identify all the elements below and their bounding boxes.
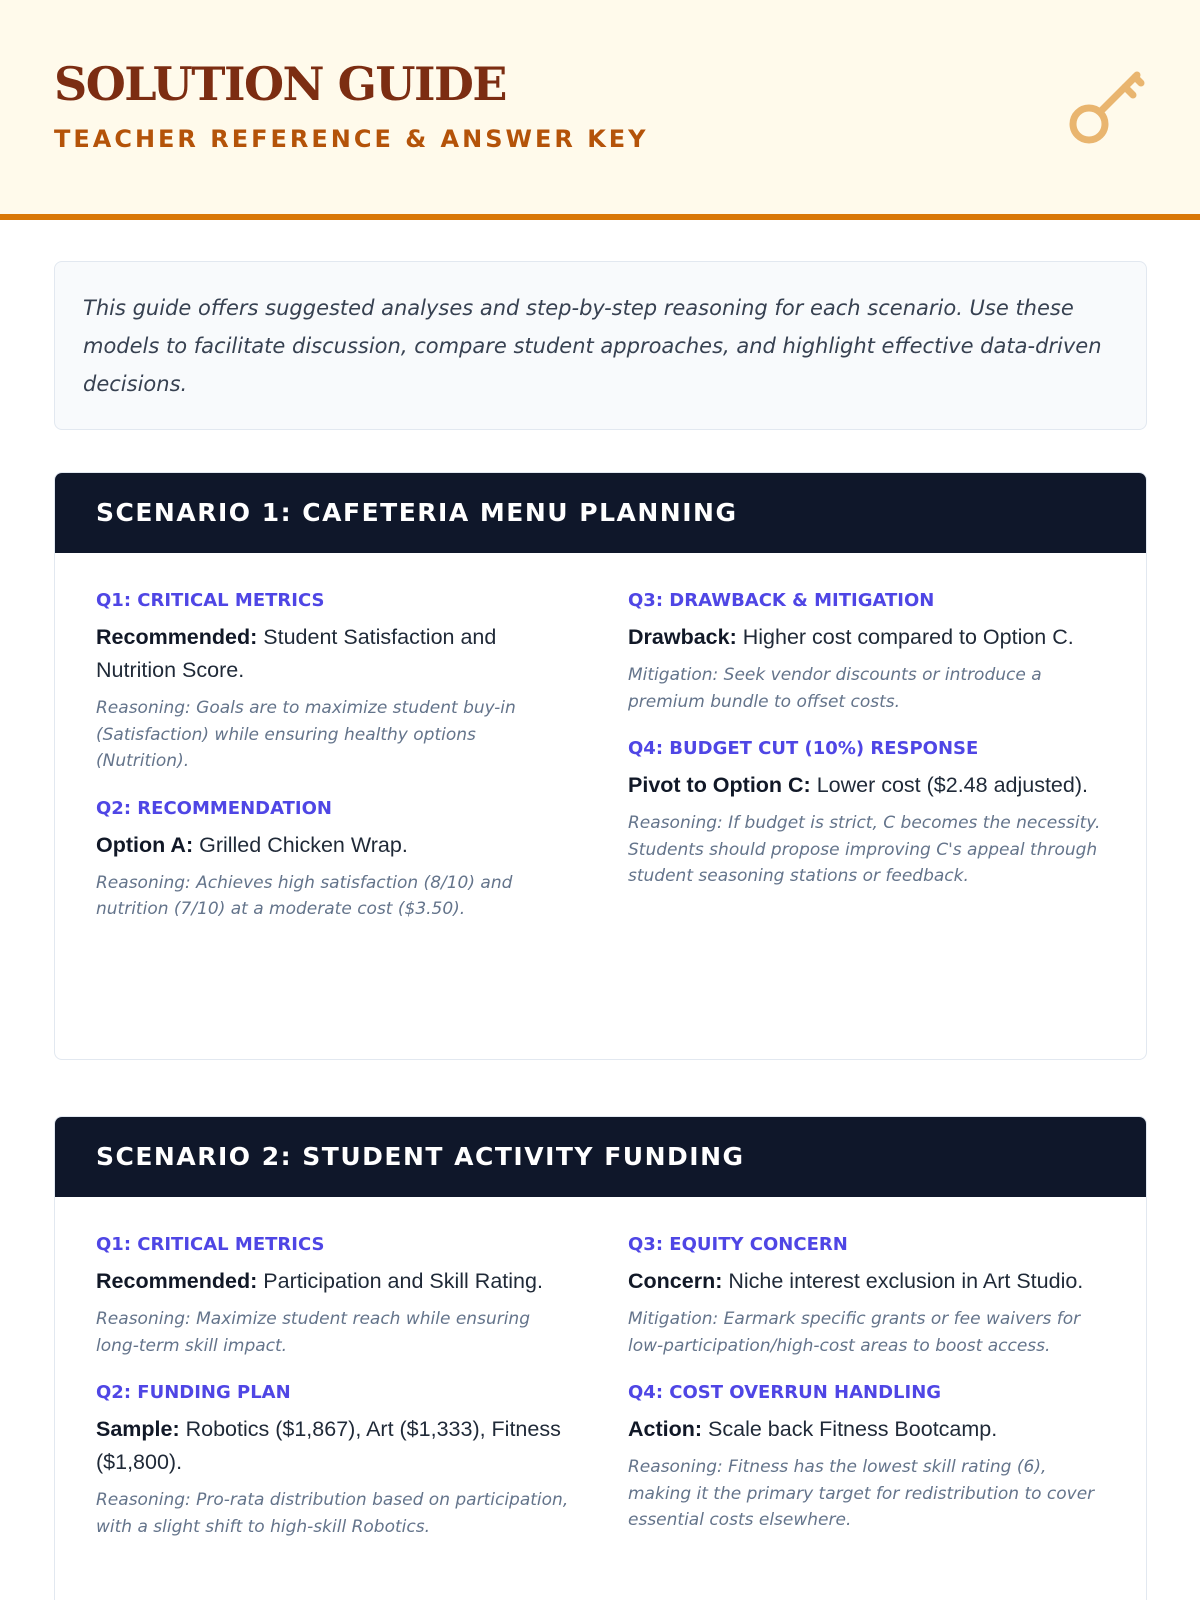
question-block: [628, 737, 1103, 890]
question-label: Q2: RECOMMENDATION: [96, 797, 332, 819]
reasoning-text: Reasoning: Fitness has the lowest skill rating (6), making it the primary target for redistribution to cover essential costs elsewhere.: [628, 1457, 1095, 1530]
answer-text: [96, 1265, 571, 1298]
reasoning-text: Reasoning: If budget is strict, C becomes the necessity. Students should propose improving C's appeal through student seasoning stations or feedback.: [628, 813, 1101, 886]
key-icon: [1066, 64, 1150, 148]
answer-lead: Recommended:: [96, 625, 258, 649]
answer-body: Higher cost compared to Option C.: [736, 625, 1074, 649]
question-label: Q3: DRAWBACK & MITIGATION: [628, 590, 935, 611]
answer-text: [96, 1413, 571, 1479]
answer-body: Student Satisfaction and Nutrition Score.: [96, 625, 497, 682]
reasoning-text: Reasoning: Maximize student reach while ensuring long-term skill impact.: [96, 1309, 530, 1356]
scenario-column-right: [628, 589, 1103, 912]
scenario-column-left: [96, 589, 571, 945]
answer-body: Participation and Skill Rating.: [257, 1269, 543, 1293]
answer-text: [628, 1413, 1103, 1446]
answer-lead: Recommended:: [96, 1269, 258, 1293]
answer-body: Robotics ($1,867), Art ($1,333), Fitness ($1,800).: [96, 1417, 561, 1474]
page-header: [0, 0, 1200, 220]
question-label: Q4: BUDGET CUT (10%) RESPONSE: [628, 738, 979, 759]
answer-text: [628, 769, 1103, 802]
intro-text: This guide offers suggested analyses and step-by-step reasoning for each scenario. Use these models to facilitate discussion, compare student approaches, and highlight effective data-driven decisions.: [83, 296, 1102, 396]
scenario-card-1: [54, 472, 1147, 1060]
question-block: [628, 1381, 1103, 1534]
reasoning-text: Mitigation: Earmark specific grants or fee waivers for low-participation/high-cost areas to boost access.: [628, 1309, 1081, 1356]
question-label: Q3: EQUITY CONCERN: [628, 1234, 848, 1255]
reasoning-text: Reasoning: Goals are to maximize student buy-in (Satisfaction) while ensuring healthy options (Nutrition).: [96, 698, 516, 771]
question-label: Q4: COST OVERRUN HANDLING: [628, 1382, 942, 1403]
answer-body: Scale back Fitness Bootcamp.: [702, 1417, 998, 1441]
answer-lead: Sample:: [96, 1417, 180, 1441]
answer-text: [628, 1265, 1103, 1298]
answer-text: [628, 621, 1103, 654]
scenario-card-2: [54, 1116, 1147, 1600]
reasoning-text: Mitigation: Seek vendor discounts or introduce a premium bundle to offset costs.: [628, 665, 1042, 712]
scenario-title: SCENARIO 2: STUDENT ACTIVITY FUNDING: [55, 1117, 1146, 1197]
question-block: [96, 1233, 571, 1359]
answer-body: Lower cost ($2.48 adjusted).: [810, 773, 1088, 797]
answer-text: [96, 829, 571, 862]
question-label: Q2: FUNDING PLAN: [96, 1382, 291, 1403]
question-block: [96, 589, 571, 775]
answer-body: Niche interest exclusion in Art Studio.: [722, 1269, 1084, 1293]
answer-text: [96, 621, 571, 687]
question-block: [96, 1381, 571, 1540]
scenario-column-left: [96, 1233, 571, 1562]
answer-lead: Action:: [628, 1417, 703, 1441]
page-subtitle: TEACHER REFERENCE & ANSWER KEY: [54, 125, 649, 153]
question-block: [628, 1233, 1103, 1359]
answer-lead: Concern:: [628, 1269, 723, 1293]
page-title: SOLUTION GUIDE: [54, 57, 506, 111]
answer-lead: Option A:: [96, 832, 194, 857]
answer-body: Grilled Chicken Wrap.: [193, 832, 408, 857]
intro-box: [54, 261, 1147, 430]
question-label: Q1: CRITICAL METRICS: [96, 1234, 325, 1255]
answer-lead: Drawback:: [628, 625, 737, 649]
answer-lead: Pivot to Option C:: [628, 773, 811, 797]
question-label: Q1: CRITICAL METRICS: [96, 590, 325, 611]
reasoning-text: Reasoning: Pro-rata distribution based on participation, with a slight shift to high-skill Robotics.: [96, 1490, 569, 1537]
question-block: [96, 797, 571, 923]
question-block: [628, 589, 1103, 715]
reasoning-text: Reasoning: Achieves high satisfaction (8/10) and nutrition (7/10) at a moderate cost ($3.50).: [96, 872, 513, 919]
scenario-title: SCENARIO 1: CAFETERIA MENU PLANNING: [55, 473, 1146, 553]
scenario-column-right: [628, 1233, 1103, 1556]
